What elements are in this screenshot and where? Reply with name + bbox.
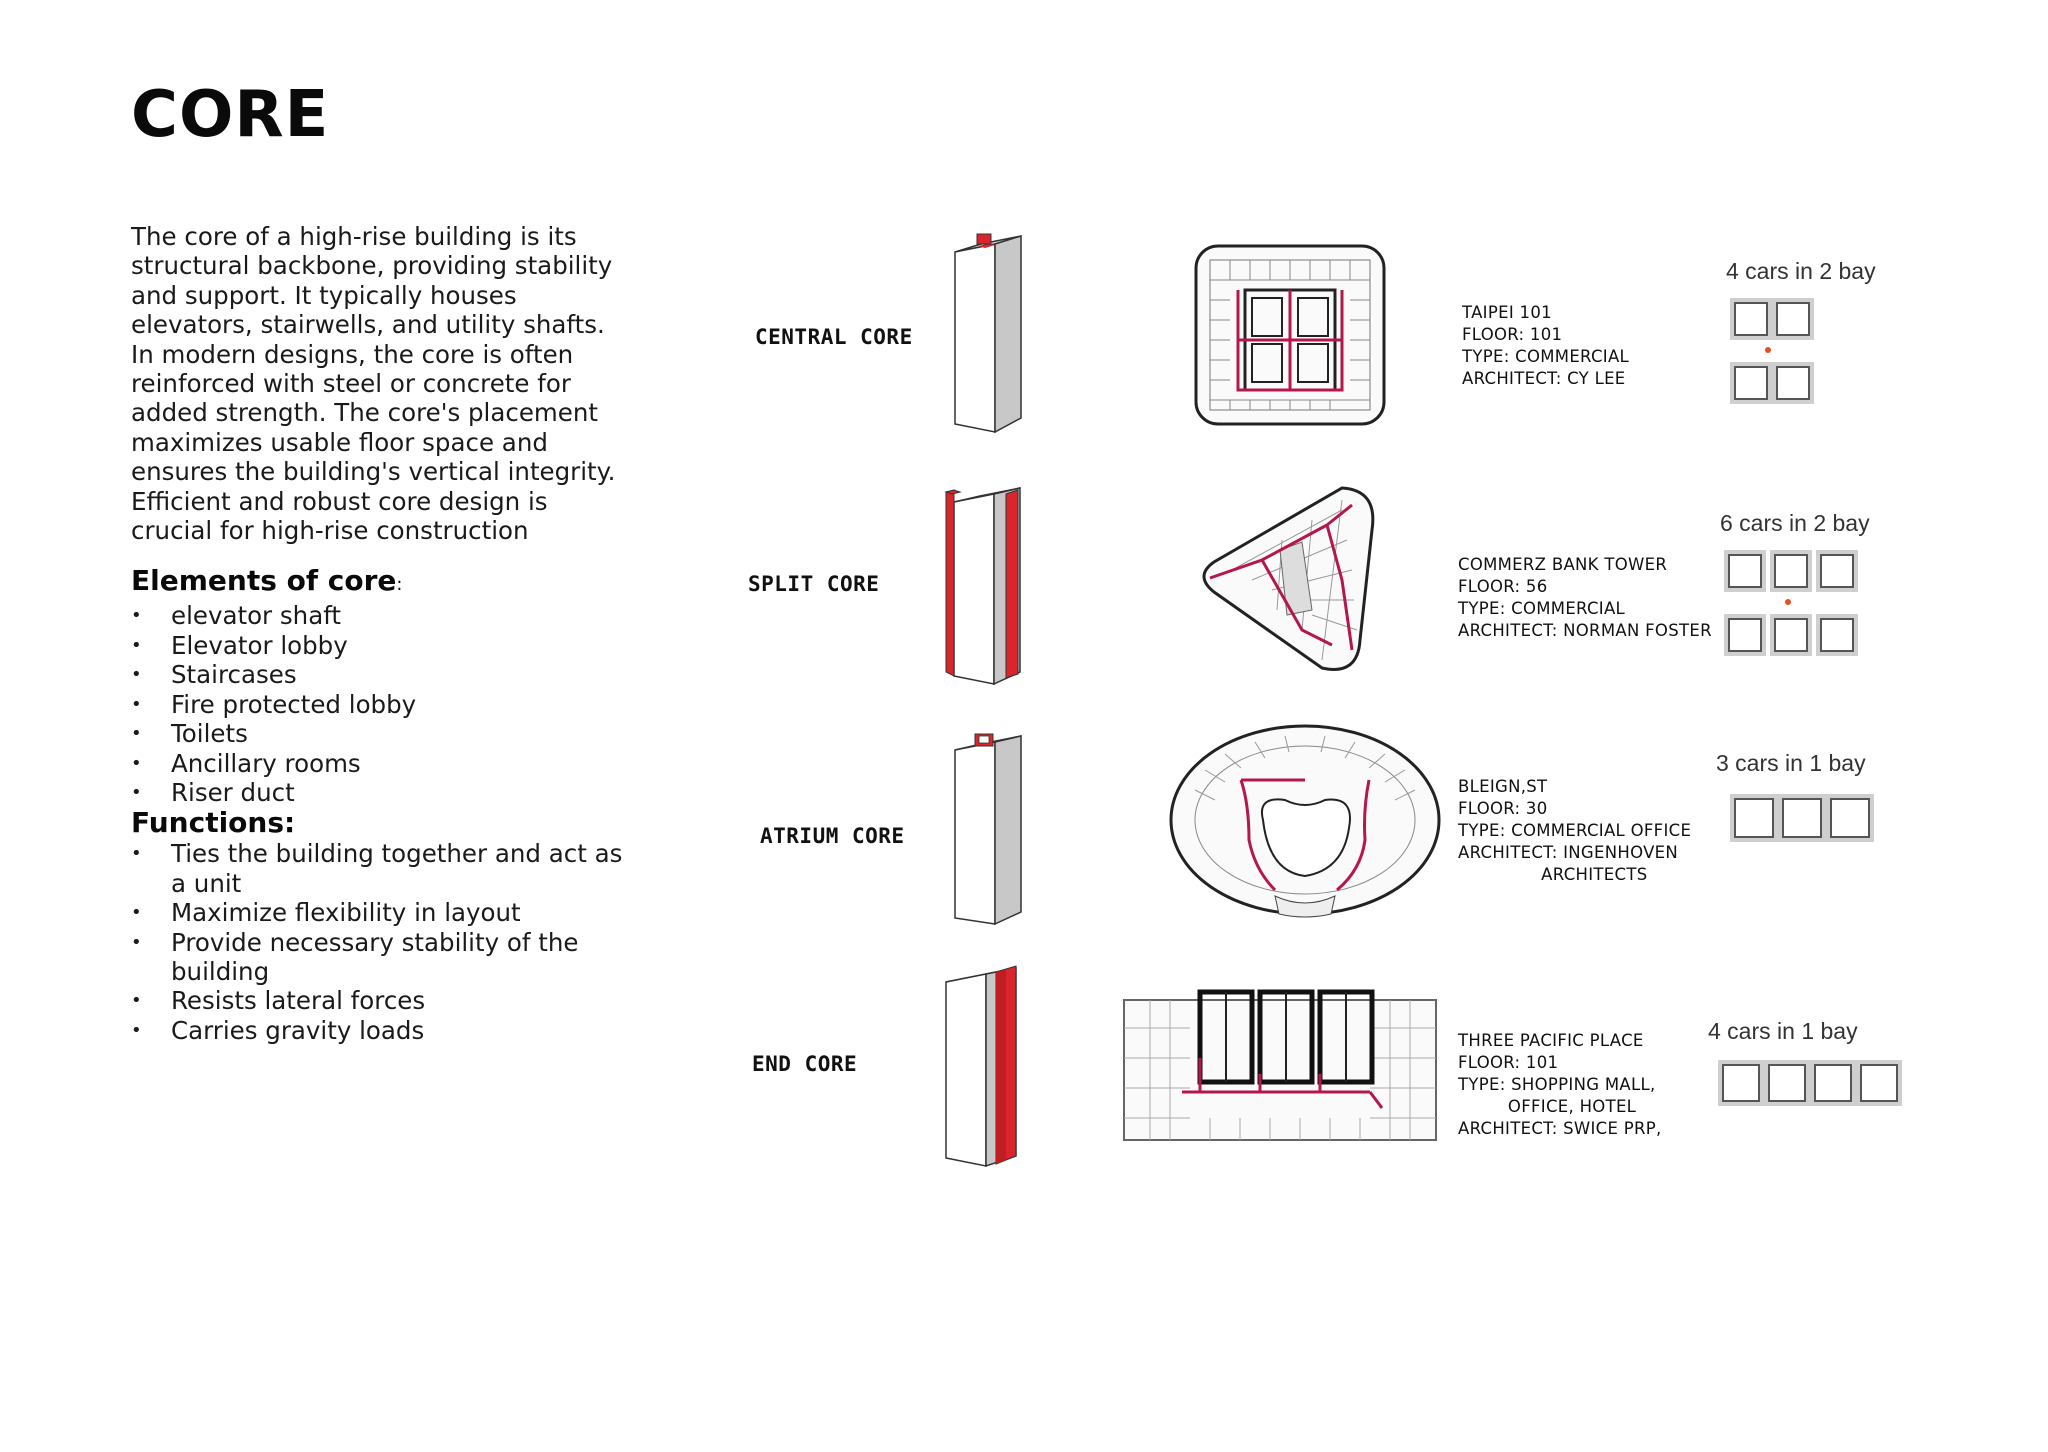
core-label: ATRIUM CORE	[760, 824, 905, 848]
rectangular-floor-plan-icon	[1120, 988, 1440, 1158]
info-line: FLOOR: 30	[1458, 799, 1548, 818]
page-title: CORE	[131, 78, 330, 152]
info-line: OFFICE, HOTEL	[1458, 1097, 1637, 1116]
list-item: • Ties the building together and act as a unit	[131, 839, 631, 898]
bay-title: 3 cars in 1 bay	[1716, 750, 1866, 776]
central-core-tower-icon	[945, 228, 1025, 438]
info-line: ARCHITECT: CY LEE	[1462, 369, 1626, 388]
elevator-car-icon	[1768, 1064, 1806, 1102]
bay-center-dot	[1765, 347, 1771, 353]
info-line: FLOOR: 101	[1462, 325, 1563, 344]
building-info	[1458, 554, 1712, 642]
elevator-car-icon	[1776, 366, 1810, 400]
elevator-car-icon	[1776, 302, 1810, 336]
info-line: ARCHITECTS	[1458, 865, 1648, 884]
info-line: ARCHITECT: SWICE PRP,	[1458, 1119, 1662, 1138]
core-label: SPLIT CORE	[748, 572, 880, 596]
elevator-bay-diagram	[1718, 258, 1898, 398]
elevator-car-icon	[1860, 1064, 1898, 1102]
info-line: TYPE: COMMERCIAL	[1458, 599, 1626, 618]
list-item: • Staircases	[131, 660, 631, 689]
elevator-car-icon	[1728, 554, 1762, 588]
core-label: CENTRAL CORE	[755, 325, 913, 349]
core-row-end	[0, 960, 2048, 1170]
info-line: TAIPEI 101	[1462, 303, 1552, 322]
elevator-bay-diagram	[1708, 750, 1908, 850]
info-line: ARCHITECT: INGENHOVEN	[1458, 843, 1679, 862]
list-item: • Ancillary rooms	[131, 749, 631, 778]
triangular-floor-plan-icon	[1192, 480, 1382, 680]
core-label: END CORE	[752, 1052, 858, 1076]
core-row-atrium	[0, 720, 2048, 930]
split-core-tower-icon	[940, 480, 1030, 690]
elevator-car-icon	[1734, 798, 1774, 838]
list-item: • Fire protected lobby	[131, 690, 631, 719]
info-line: TYPE: COMMERCIAL	[1462, 347, 1630, 366]
end-core-tower-icon	[940, 960, 1030, 1170]
info-line: TYPE: SHOPPING MALL,	[1458, 1075, 1656, 1094]
list-item: • Toilets	[131, 719, 631, 748]
info-line: FLOOR: 56	[1458, 577, 1548, 596]
info-line: FLOOR: 101	[1458, 1053, 1559, 1072]
core-row-split	[0, 480, 2048, 690]
list-item: • Maximize flexibility in layout	[131, 898, 631, 927]
square-floor-plan-icon	[1190, 240, 1390, 430]
list-item: • Carries gravity loads	[131, 1016, 631, 1045]
info-line: TYPE: COMMERCIAL OFFICE	[1458, 821, 1692, 840]
elevator-car-icon	[1820, 554, 1854, 588]
bay-title: 4 cars in 2 bay	[1726, 258, 1876, 284]
elevator-car-icon	[1734, 302, 1768, 336]
bay-title: 4 cars in 1 bay	[1708, 1018, 1858, 1044]
elements-heading-colon: :	[396, 574, 403, 596]
list-item: • Provide necessary stability of the building	[131, 928, 631, 987]
core-row-central	[0, 228, 2048, 438]
list-item: • Elevator lobby	[131, 631, 631, 660]
elevator-car-icon	[1734, 366, 1768, 400]
bay-center-dot	[1785, 599, 1791, 605]
info-line: ARCHITECT: NORMAN FOSTER	[1458, 621, 1712, 640]
elevator-car-icon	[1774, 618, 1808, 652]
building-info	[1462, 302, 1629, 390]
atrium-core-tower-icon	[945, 728, 1025, 928]
intro-paragraph: The core of a high-rise building is its structural backbone, providing stability and support. It typically houses elevators, stairwells, and utility shafts. In modern designs, the core is often reinforced with steel or concrete for added strength. The core's placement maximizes usable floor space and ensures the building's vertical integrity. Efficient and robust core design is crucial for high-rise construction	[131, 222, 616, 546]
elevator-bay-diagram	[1700, 1018, 1940, 1118]
list-item: • elevator shaft	[131, 601, 631, 630]
elevator-bay-diagram	[1712, 510, 1912, 650]
bay-title: 6 cars in 2 bay	[1720, 510, 1870, 536]
info-line: THREE PACIFIC PLACE	[1458, 1031, 1644, 1050]
info-line: COMMERZ BANK TOWER	[1458, 555, 1668, 574]
elevator-car-icon	[1722, 1064, 1760, 1102]
list-item: • Resists lateral forces	[131, 986, 631, 1015]
oval-floor-plan-icon	[1165, 720, 1445, 920]
elevator-car-icon	[1830, 798, 1870, 838]
elevator-car-icon	[1782, 798, 1822, 838]
building-info	[1458, 1030, 1662, 1140]
elements-heading-text: Elements of core	[131, 564, 397, 598]
building-info	[1458, 776, 1691, 886]
list-item: • Riser duct	[131, 778, 631, 807]
elevator-car-icon	[1820, 618, 1854, 652]
elevator-car-icon	[1728, 618, 1762, 652]
elevator-car-icon	[1774, 554, 1808, 588]
functions-heading: Functions:	[131, 806, 296, 840]
info-line: BLEIGN,ST	[1458, 777, 1548, 796]
elevator-car-icon	[1814, 1064, 1852, 1102]
